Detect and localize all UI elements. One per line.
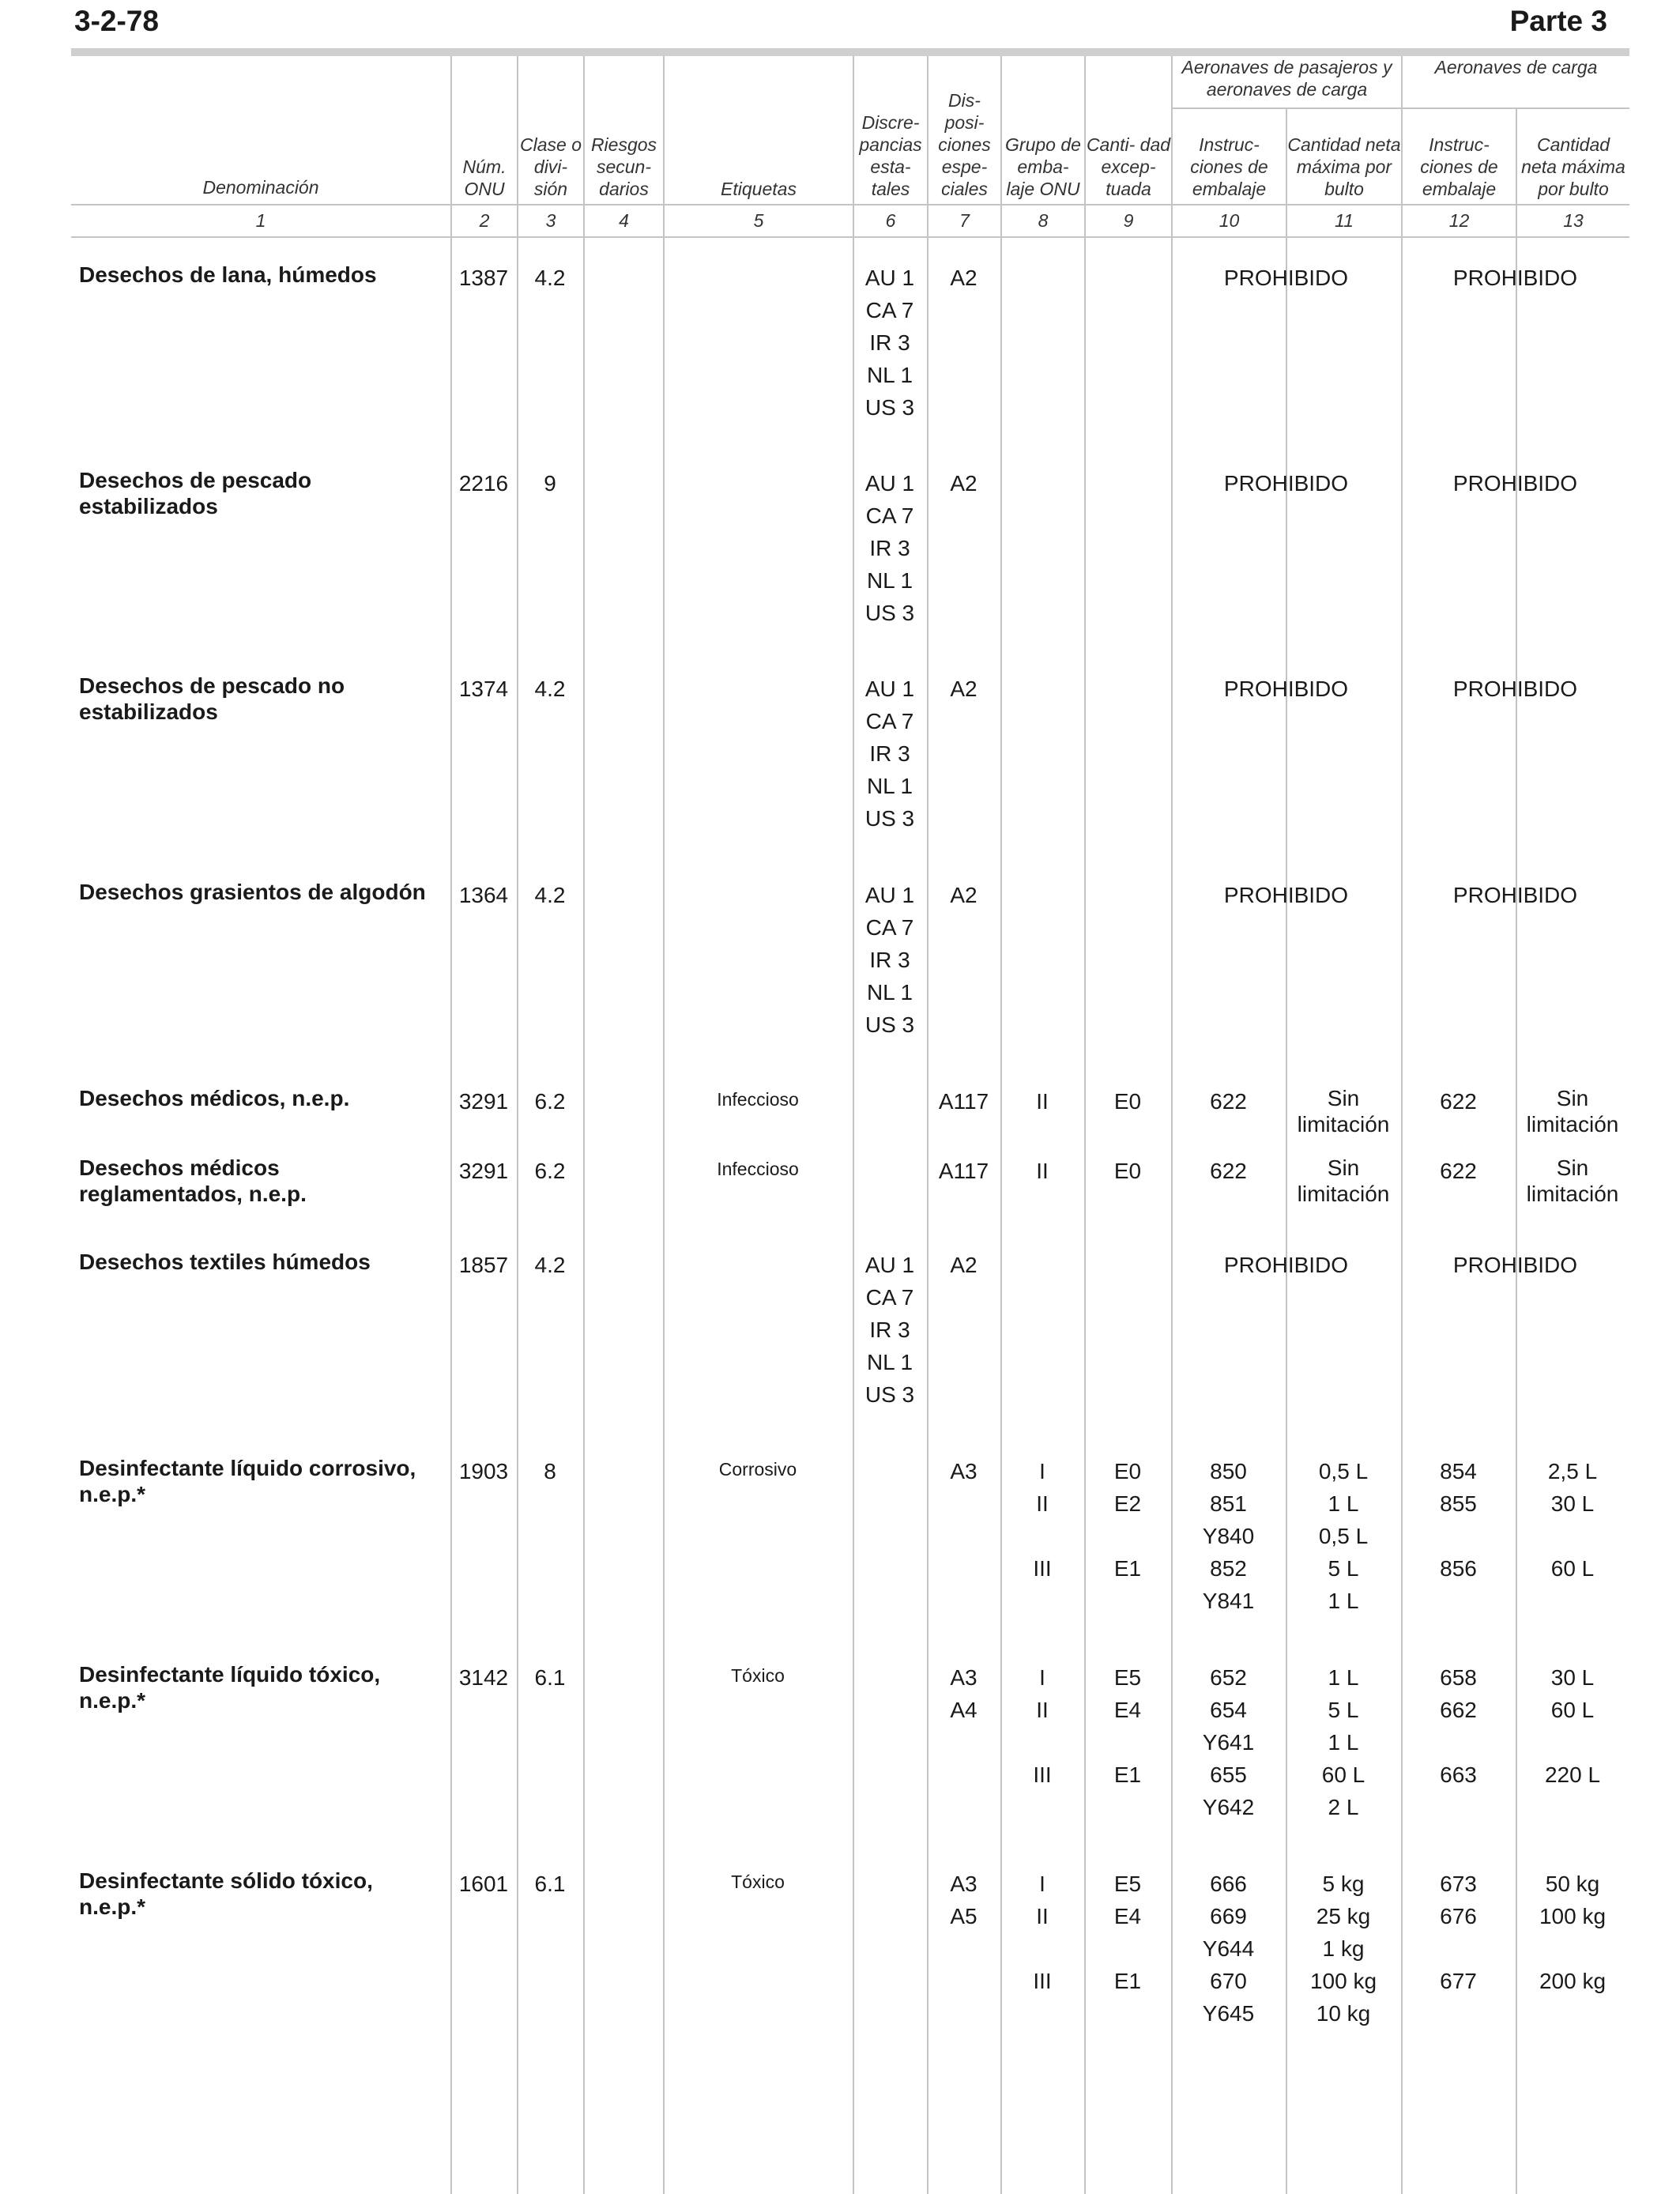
packing-group: I II III (1033, 1459, 1052, 1581)
cargo-prohibited: PROHIBIDO (1452, 266, 1578, 290)
special-provisions: A117 (938, 1089, 989, 1114)
denomination: Desechos textiles húmedos (79, 1250, 371, 1274)
un-number: 3291 (458, 1089, 509, 1114)
cargo-max-quantity: 2,5 L 30 L 60 L (1547, 1459, 1598, 1581)
excepted-quantity: E5 E4 E1 (1113, 1872, 1142, 1993)
denomination: Desechos grasientos de algodón (79, 880, 426, 904)
column-header: Instruc- ciones de embalaje (1401, 109, 1516, 204)
cargo-packing-instruction: 622 (1440, 1089, 1477, 1114)
class-division: 8 (544, 1459, 556, 1483)
passenger-packing-instruction: 666 669 Y644 670 Y645 (1202, 1872, 1255, 2026)
packing-group: I II III (1033, 1665, 1052, 1787)
passenger-prohibited: PROHIBIDO (1223, 266, 1349, 290)
class-division: 4.2 (534, 883, 566, 907)
state-variations: AU 1 CA 7 IR 3 NL 1 US 3 (864, 266, 915, 420)
column-number: 4 (583, 204, 663, 238)
special-provisions: A3 A5 (950, 1872, 977, 1928)
column-number: 5 (663, 204, 853, 238)
page-number: 3-2-78 (74, 5, 159, 37)
cargo-max-quantity: 30 L 60 L 220 L (1544, 1665, 1601, 1787)
column-header: Instruc- ciones de embalaje (1171, 109, 1286, 204)
column-number: 6 (853, 204, 927, 238)
passenger-max-quantity: 5 kg 25 kg 1 kg 100 kg 10 kg (1309, 1872, 1377, 2026)
class-division: 4.2 (534, 1253, 566, 1277)
un-number: 3291 (458, 1159, 509, 1183)
cargo-max-quantity: Sin limitación (1526, 1086, 1619, 1137)
un-number: 1601 (458, 1872, 509, 1896)
column-header: Discre- pancias esta- tales (853, 56, 927, 204)
passenger-prohibited: PROHIBIDO (1223, 677, 1349, 701)
cargo-max-quantity: Sin limitación (1526, 1155, 1619, 1206)
special-provisions: A2 (950, 677, 977, 701)
packing-group: II (1036, 1159, 1049, 1183)
class-division: 6.2 (534, 1089, 566, 1114)
cargo-packing-instruction: 622 (1440, 1159, 1477, 1183)
hazard-label: Tóxico (731, 1872, 785, 1892)
special-provisions: A2 (950, 883, 977, 907)
column-header: Grupo de emba- laje ONU (1000, 56, 1084, 204)
state-variations: AU 1 CA 7 IR 3 NL 1 US 3 (864, 883, 915, 1037)
excepted-quantity: E0 (1113, 1089, 1142, 1114)
excepted-quantity: E5 E4 E1 (1113, 1665, 1142, 1787)
column-header: Riesgos secun- darios (583, 56, 663, 204)
special-provisions: A3 (950, 1459, 977, 1483)
denomination: Desechos médicos, n.e.p. (79, 1086, 350, 1110)
passenger-prohibited: PROHIBIDO (1223, 471, 1349, 496)
column-number: 9 (1084, 204, 1171, 238)
un-number: 1364 (458, 883, 509, 907)
column-number: 11 (1286, 204, 1401, 238)
hazard-label: Infeccioso (717, 1089, 799, 1110)
denomination: Desinfectante sólido tóxico, n.e.p.* (79, 1868, 373, 1919)
column-header: Cantidad neta máxima por bulto (1516, 109, 1629, 204)
state-variations: AU 1 CA 7 IR 3 NL 1 US 3 (864, 471, 915, 625)
hazard-label: Corrosivo (718, 1459, 797, 1480)
hazard-label: Infeccioso (717, 1159, 799, 1179)
denomination: Desechos de pescado estabilizados (79, 468, 312, 518)
special-provisions: A3 A4 (950, 1665, 977, 1722)
column-header: Cantidad neta máxima por bulto (1286, 109, 1401, 204)
denomination: Desechos médicos reglamentados, n.e.p. (79, 1155, 307, 1206)
class-division: 6.2 (534, 1159, 566, 1183)
class-division: 6.1 (534, 1872, 566, 1896)
excepted-quantity: E0 (1113, 1159, 1142, 1183)
denomination: Desechos de pescado no estabilizados (79, 673, 345, 724)
packing-group: II (1036, 1089, 1049, 1114)
passenger-packing-instruction: 652 654 Y641 655 Y642 (1202, 1665, 1255, 1819)
class-division: 9 (544, 471, 556, 496)
un-number: 3142 (458, 1665, 509, 1690)
column-header: Dis- posi- ciones espe- ciales (927, 56, 1000, 204)
column-header: Etiquetas (663, 56, 853, 204)
un-number: 1857 (458, 1253, 509, 1277)
passenger-packing-instruction: 622 (1210, 1159, 1247, 1183)
column-header: Denominación (202, 177, 319, 198)
class-division: 6.1 (534, 1665, 566, 1690)
part-title: Parte 3 (1509, 5, 1607, 37)
excepted-quantity: E0 E2 E1 (1113, 1459, 1142, 1581)
passenger-prohibited: PROHIBIDO (1223, 883, 1349, 907)
cargo-prohibited: PROHIBIDO (1452, 471, 1578, 496)
special-provisions: A2 (950, 266, 977, 290)
un-number: 1374 (458, 677, 509, 701)
hazard-label: Tóxico (731, 1665, 785, 1686)
group-header-cargo: Aeronaves de carga (1401, 56, 1629, 109)
packing-group: I II III (1033, 1872, 1052, 1993)
denomination: Desinfectante líquido tóxico, n.e.p.* (79, 1662, 381, 1713)
special-provisions: A2 (950, 1253, 977, 1277)
cargo-prohibited: PROHIBIDO (1452, 883, 1578, 907)
passenger-max-quantity: 1 L 5 L 1 L 60 L 2 L (1321, 1665, 1365, 1819)
class-division: 4.2 (534, 266, 566, 290)
cargo-prohibited: PROHIBIDO (1452, 1253, 1578, 1277)
special-provisions: A117 (938, 1159, 989, 1183)
passenger-max-quantity: Sin limitación (1297, 1155, 1390, 1206)
state-variations: AU 1 CA 7 IR 3 NL 1 US 3 (864, 677, 915, 831)
class-division: 4.2 (534, 677, 566, 701)
cargo-packing-instruction: 673 676 677 (1440, 1872, 1477, 1993)
cargo-packing-instruction: 658 662 663 (1440, 1665, 1477, 1787)
column-number: 2 (450, 204, 517, 238)
passenger-max-quantity: Sin limitación (1297, 1086, 1390, 1137)
un-number: 1387 (458, 266, 509, 290)
cargo-max-quantity: 50 kg 100 kg 200 kg (1539, 1872, 1607, 1993)
column-number: 13 (1516, 204, 1629, 238)
column-number: 10 (1171, 204, 1286, 238)
state-variations: AU 1 CA 7 IR 3 NL 1 US 3 (864, 1253, 915, 1407)
un-number: 2216 (458, 471, 509, 496)
column-number: 7 (927, 204, 1000, 238)
un-number: 1903 (458, 1459, 509, 1483)
group-header-passenger: Aeronaves de pasajeros y aeronaves de carga (1171, 56, 1401, 109)
column-header: Clase o divi- sión (517, 56, 583, 204)
cargo-prohibited: PROHIBIDO (1452, 677, 1578, 701)
special-provisions: A2 (950, 471, 977, 496)
passenger-prohibited: PROHIBIDO (1223, 1253, 1349, 1277)
column-header: Canti- dad excep- tuada (1084, 56, 1171, 204)
denomination: Desechos de lana, húmedos (79, 262, 377, 287)
passenger-packing-instruction: 622 (1210, 1089, 1247, 1114)
column-number: 8 (1000, 204, 1084, 238)
column-header: Núm. ONU (450, 56, 517, 204)
top-rule (71, 48, 1629, 56)
denomination: Desinfectante líquido corrosivo, n.e.p.* (79, 1456, 416, 1506)
passenger-packing-instruction: 850 851 Y840 852 Y841 (1202, 1459, 1255, 1613)
passenger-max-quantity: 0,5 L 1 L 0,5 L 5 L 1 L (1318, 1459, 1369, 1613)
cargo-packing-instruction: 854 855 856 (1440, 1459, 1477, 1581)
column-number: 1 (71, 204, 450, 238)
column-number: 3 (517, 204, 583, 238)
column-number: 12 (1401, 204, 1516, 238)
